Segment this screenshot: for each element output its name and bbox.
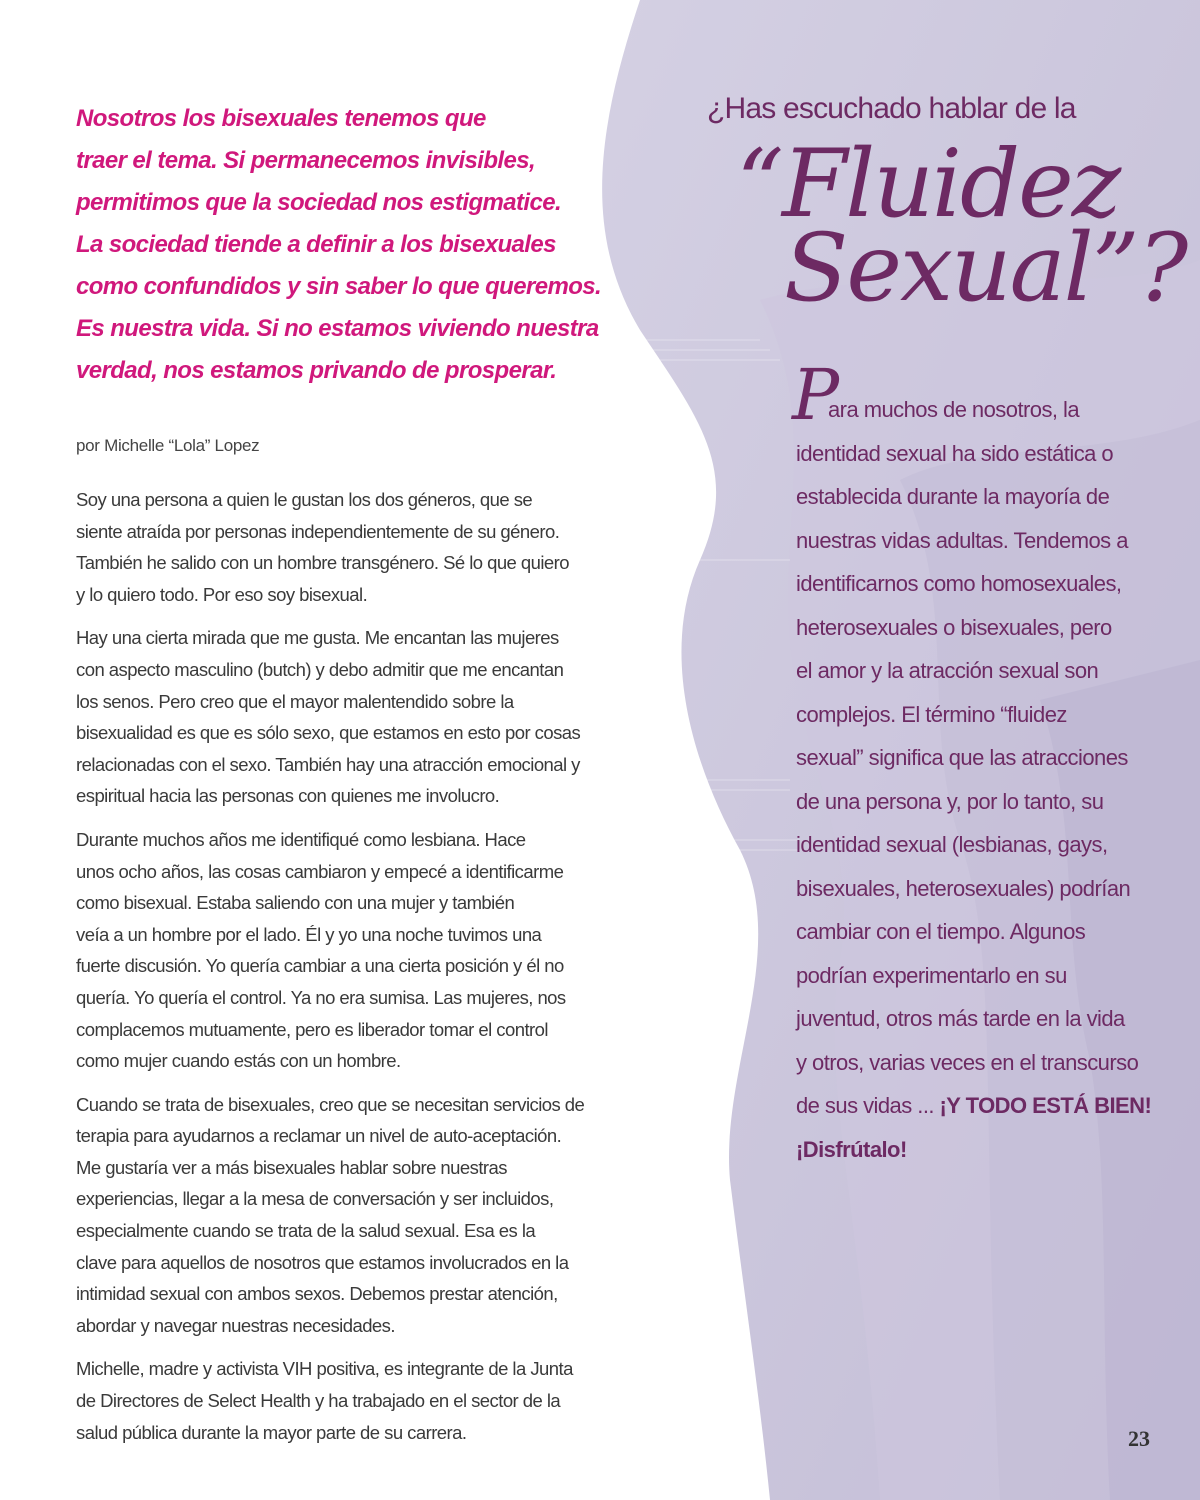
text-line: fuerte discusión. Yo quería cambiar a una cierta posición y él no: [76, 955, 564, 977]
sidebar-script-title-line1: “Fluidez: [736, 130, 1120, 239]
text-line: relacionadas con el sexo. También hay una atracción emocional y: [76, 753, 580, 775]
text-line: con aspecto masculino (butch) y debo admitir que me encantan: [76, 658, 564, 680]
text-line: quería. Yo quería el control. Ya no era sumisa. Las mujeres, nos: [76, 986, 566, 1008]
text-line: como mujer cuando estás con un hombre.: [76, 1050, 401, 1072]
sidebar-line: el amor y la atracción sexual son: [796, 658, 1099, 683]
sidebar-heading: ¿Has escuchado hablar de la: [707, 92, 1076, 125]
text-line: Soy una persona a quien le gustan los dos géneros, que se: [76, 489, 533, 510]
sidebar-line: juventud, otros más tarde en la vida: [796, 1006, 1125, 1031]
sidebar-last-line: [796, 1084, 1176, 1128]
sidebar-line: y otros, varias veces en el transcurso: [796, 1049, 1139, 1075]
text-line: bisexualidad es que es sólo sexo, que estamos en esto por cosas: [76, 722, 581, 744]
sidebar-line: establecida durante la mayoría de: [796, 484, 1110, 509]
text-line: los senos. Pero creo que el mayor malentendido sobre la: [76, 690, 514, 712]
text-line: También he salido con un hombre transgénero. Sé lo que quiero: [76, 552, 570, 574]
pull-quote: [76, 98, 616, 392]
sidebar-line: ara muchos de nosotros, la: [828, 397, 1080, 422]
pull-quote-line: traer el tema. Si permanecemos invisibles,: [76, 147, 536, 174]
sidebar-line: de una persona y, por lo tanto, su: [796, 788, 1104, 814]
text-line: especialmente cuando se trata de la salud sexual. Esa es la: [76, 1220, 536, 1242]
text-line: de Directores de Select Health y ha trabajado en el sector de la: [76, 1390, 561, 1412]
sidebar-emphasis: ¡Y TODO ESTÁ BIEN!: [939, 1093, 1152, 1118]
author-bio: [76, 1353, 596, 1448]
sidebar-closing: ¡Disfrútalo!: [796, 1136, 907, 1162]
sidebar-line: complejos. El término “fluidez: [796, 701, 1067, 727]
text-line: complacemos mutuamente, pero es liberador tomar el control: [76, 1018, 548, 1040]
page-number: 23: [1128, 1426, 1150, 1451]
text-line: clave para aquellos de nosotros que estamos involucrados en la: [76, 1251, 569, 1273]
text-line: y lo quiero todo. Por eso soy bisexual.: [76, 583, 368, 605]
drop-cap: P: [792, 354, 840, 436]
sidebar-line: identidad sexual (lesbianas, gays,: [796, 832, 1108, 857]
sidebar-line: nuestras vidas adultas. Tendemos a: [796, 527, 1128, 553]
pull-quote-line: permitimos que la sociedad nos estigmatice.: [76, 189, 562, 216]
pull-quote-line: Es nuestra vida. Si no estamos viviendo nuestra: [76, 315, 599, 342]
sidebar-closing-line: [796, 1128, 1176, 1172]
text-line: Me gustaría ver a más bisexuales hablar sobre nuestras: [76, 1156, 507, 1178]
sidebar-body: [796, 388, 1176, 1171]
sidebar-line: identificarnos como homosexuales,: [796, 571, 1122, 596]
text-line: experiencias, llegar a la mesa de conversación y ser incluidos,: [76, 1188, 554, 1210]
sidebar-line: heterosexuales o bisexuales, pero: [796, 614, 1112, 640]
text-line: veía a un hombre por el lado. Él y yo una noche tuvimos una: [76, 923, 542, 945]
text-line: unos ocho años, las cosas cambiaron y empecé a identificarme: [76, 860, 564, 882]
sidebar-line: podrían experimentarlo en su: [796, 962, 1067, 988]
text-line: siente atraída por personas independientemente de su género.: [76, 520, 560, 542]
sidebar-line: sexual” significa que las atracciones: [796, 745, 1128, 770]
byline: por Michelle “Lola” Lopez: [76, 436, 260, 455]
sidebar-script-title-line2: Sexual”?: [784, 214, 1187, 323]
sidebar-line: bisexuales, heterosexuales) podrían: [796, 875, 1131, 901]
text-line: como bisexual. Estaba saliendo con una mujer y también: [76, 892, 515, 914]
text-line: abordar y navegar nuestras necesidades.: [76, 1314, 395, 1336]
text-line: Hay una cierta mirada que me gusta. Me encantan las mujeres: [76, 627, 559, 649]
pull-quote-line: Nosotros los bisexuales tenemos que: [76, 105, 486, 132]
article-body: [76, 484, 596, 1460]
article-paragraph: [76, 622, 596, 812]
sidebar-last-line-plain: de sus vidas ...: [796, 1093, 940, 1118]
text-line: Durante muchos años me identifiqué como lesbiana. Hace: [76, 828, 526, 850]
text-line: Michelle, madre y activista VIH positiva, es integrante de la Junta: [76, 1358, 573, 1380]
pull-quote-line: como confundidos y sin saber lo que queremos.: [76, 273, 602, 300]
pull-quote-line: La sociedad tiende a definir a los bisexuales: [76, 231, 556, 258]
text-line: espiritual hacia las personas con quienes me involucro.: [76, 785, 500, 807]
pull-quote-line: verdad, nos estamos privando de prosperar.: [76, 357, 557, 384]
text-line: terapia para ayudarnos a reclamar un nivel de auto-aceptación.: [76, 1125, 562, 1147]
sidebar-line: identidad sexual ha sido estática o: [796, 440, 1114, 466]
text-line: intimidad sexual con ambos sexos. Debemos prestar atención,: [76, 1283, 558, 1305]
article-paragraph: [76, 1089, 596, 1342]
sidebar-line: cambiar con el tiempo. Algunos: [796, 919, 1086, 944]
article-paragraph: [76, 484, 596, 610]
text-line: salud pública durante la mayor parte de su carrera.: [76, 1421, 467, 1443]
text-line: Cuando se trata de bisexuales, creo que se necesitan servicios de: [76, 1093, 585, 1115]
article-paragraph: [76, 824, 596, 1077]
